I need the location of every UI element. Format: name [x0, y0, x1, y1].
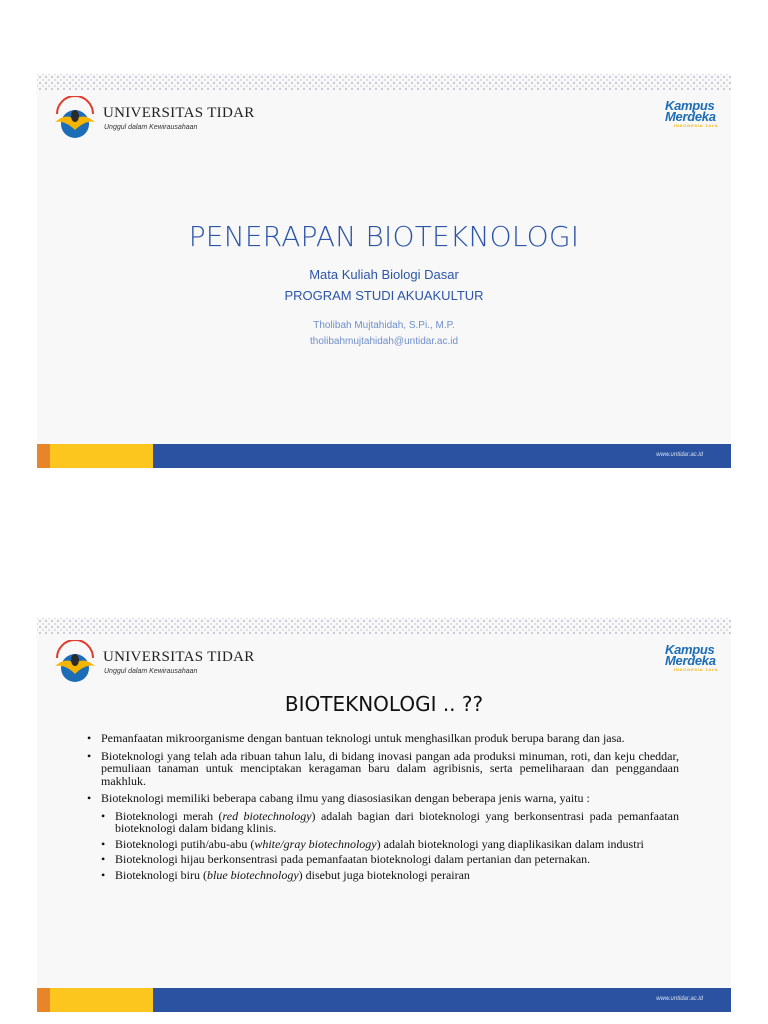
sub-bullet-text: Bioteknologi hijau berkonsentrasi pada pemanfaatan bioteknologi dalam pertanian dan peternakan.: [115, 852, 591, 866]
sub-bullet-item: [101, 869, 679, 882]
untidar-logo: [51, 96, 271, 142]
footer-url: www.untidar.ac.id: [656, 452, 703, 458]
presentation-title: PENERAPAN BIOTEKNOLOGI: [188, 220, 580, 253]
km-line2: Merdeka: [665, 109, 716, 124]
sub-bullet-text: Bioteknologi merah (: [115, 808, 223, 823]
university-name: UNIVERSITAS TIDAR: [103, 649, 255, 665]
sub-bullet-text: Bioteknologi putih/abu-abu (: [115, 836, 255, 851]
sub-bullet-text: ) adalah bioteknologi yang diaplikasikan dalam industri: [376, 836, 644, 851]
slide-body: [87, 732, 679, 884]
km-line1: Kampus: [665, 98, 715, 113]
km-line2: Merdeka: [665, 653, 716, 668]
kampus-merdeka-logo: [665, 98, 725, 132]
km-line3: INDONESIA JAYA: [674, 667, 719, 672]
slide-heading: BIOTEKNOLOGI .. ??: [284, 692, 484, 716]
university-tagline: Unggul dalam Kewirausahaan: [104, 124, 198, 131]
slide-content: [37, 618, 731, 1012]
footer-orange-block: [37, 444, 50, 468]
slide-footer: [37, 444, 731, 468]
study-program: PROGRAM STUDI AKUAKULTUR: [284, 288, 484, 303]
km-line3: INDONESIA JAYA: [674, 123, 719, 128]
untidar-emblem-icon: [51, 96, 99, 142]
sub-bullet-text: ) adalah bagian dari bioteknologi yang berkonsentrasi pada pemanfaatan bioteknologi dalam bidang klinis.: [115, 808, 679, 835]
university-tagline: Unggul dalam Kewirausahaan: [104, 668, 198, 675]
sub-bullet-item: [101, 853, 679, 866]
footer-yellow-block: [50, 988, 153, 1012]
sub-bullet-text: ) disebut juga bioteknologi perairan: [298, 867, 470, 882]
sub-bullet-text: Bioteknologi biru (: [115, 867, 207, 882]
footer-blue-bar: [153, 444, 731, 468]
bullet-item: • Bioteknologi yang telah ada ribuan tahun lalu, di bidang inovasi pangan ada produksi minuman, roti, dan keju cheddar, pemuliaan tanaman untuk menciptakan keragaman baru dalam agribisnis, serta pemeliharaan dan penggandaan makhluk.: [87, 750, 679, 788]
kampus-merdeka-logo: [665, 642, 725, 676]
course-name: Mata Kuliah Biologi Dasar: [309, 267, 459, 282]
bullet-item: • Pemanfaatan mikroorganisme dengan bantuan teknologi untuk menghasilkan produk berupa barang dan jasa.: [87, 732, 679, 745]
footer-orange-block: [37, 988, 50, 1012]
untidar-logo: [51, 640, 271, 686]
slide-footer: [37, 988, 731, 1012]
sub-bullet-italic: white/gray biotechnology: [254, 836, 377, 851]
sub-bullet-italic: red biotechnology: [222, 808, 312, 823]
untidar-emblem-icon: [51, 640, 99, 686]
sub-bullet-item: [101, 810, 679, 835]
footer-yellow-block: [50, 444, 153, 468]
footer-url: www.untidar.ac.id: [656, 996, 703, 1002]
author-name: Tholibah Mujtahidah, S.Pi., M.P.: [313, 320, 455, 331]
author-email: tholibahmujtahidah@untidar.ac.id: [309, 336, 459, 347]
dotted-header-band: [37, 74, 731, 91]
bullet-item: • Bioteknologi memiliki beberapa cabang ilmu yang diasosiasikan dengan beberapa jenis warna, yaitu :: [87, 792, 679, 805]
university-name: UNIVERSITAS TIDAR: [103, 105, 255, 121]
dotted-header-band: [37, 618, 731, 635]
sub-bullet-list: [87, 810, 679, 882]
sub-bullet-italic: blue biotechnology: [207, 867, 299, 882]
slide-title: [37, 74, 731, 468]
sub-bullet-item: [101, 838, 679, 851]
km-line1: Kampus: [665, 642, 715, 657]
footer-blue-bar: [153, 988, 731, 1012]
